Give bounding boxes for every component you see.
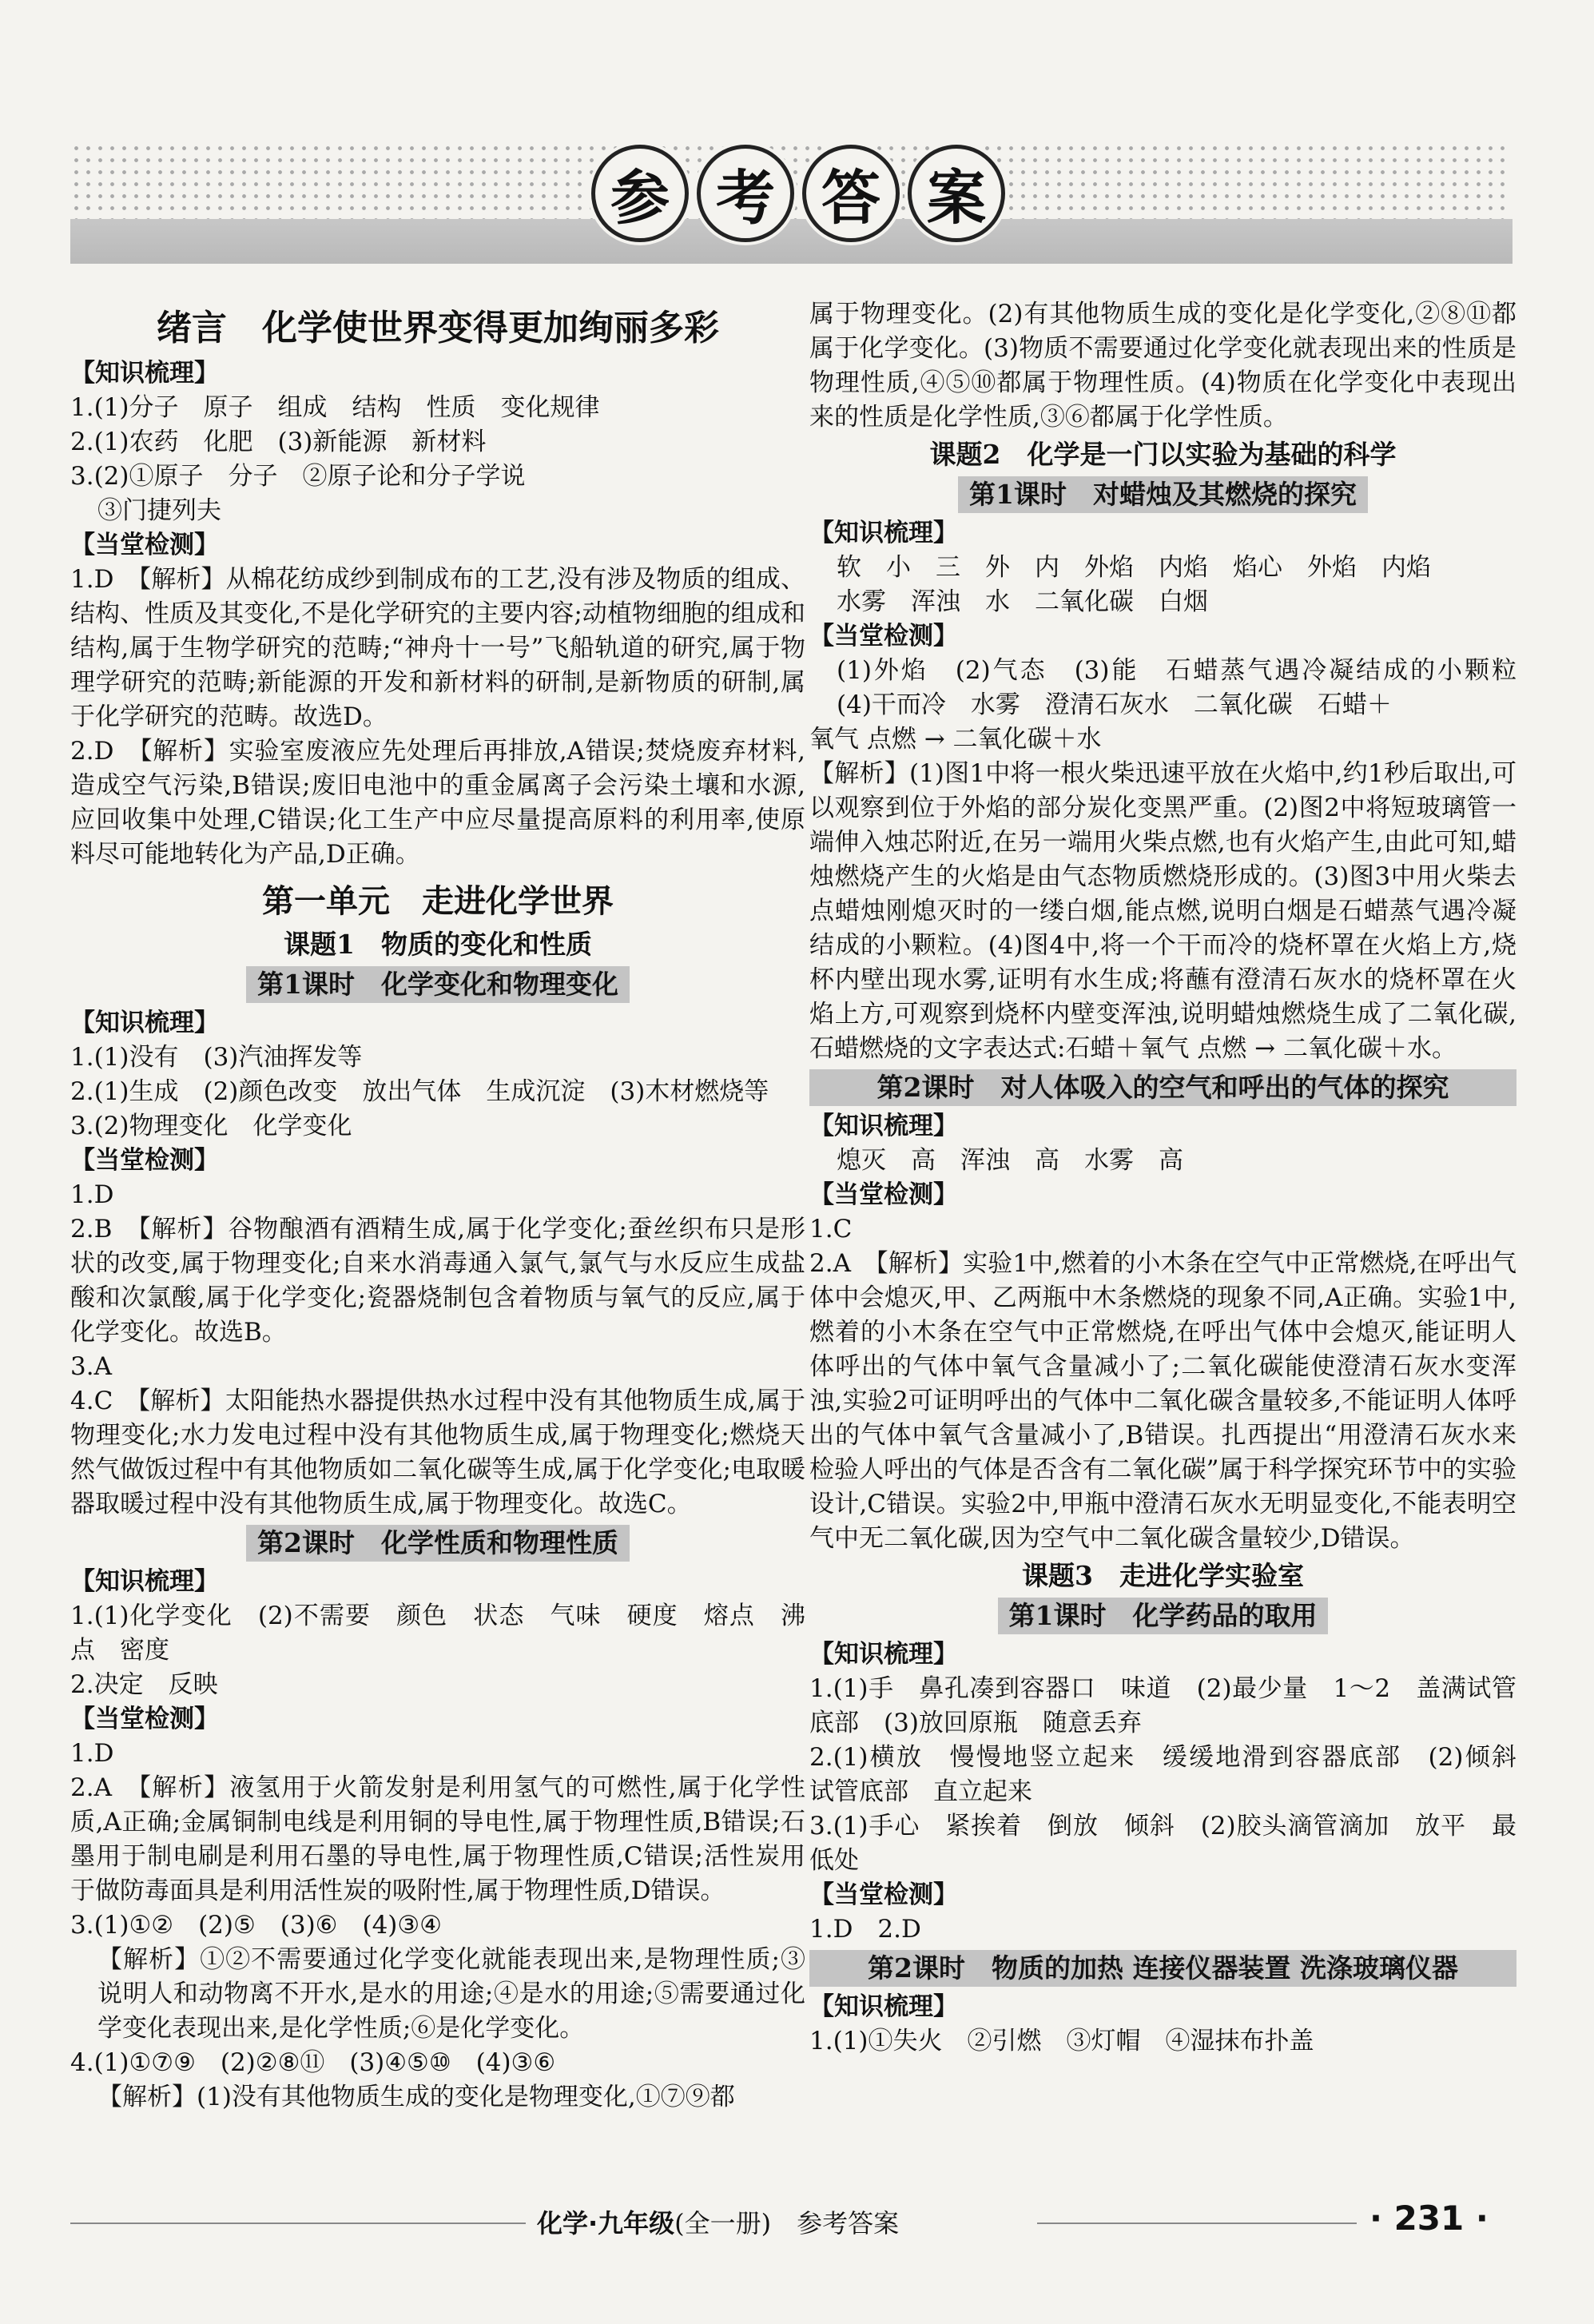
answer-item: 4.(1)①⑦⑨ (2)②⑧⑪ (3)④⑤⑩ (4)③⑥ xyxy=(70,2048,556,2077)
intro-title: 绪言 化学使世界变得更加绚丽多彩 xyxy=(157,308,719,348)
page-number: · 231 · xyxy=(1369,2199,1489,2238)
section-check: 【当堂检测】 xyxy=(70,531,219,559)
answer-item: 2.B 【解析】谷物酿酒有酒精生成,属于化学变化;蚕丝织布只是形状的改变,属于物理变化;自来水消毒通入氯气,氯气与水反应生成盐酸和次氯酸,属于化学变化;瓷器烧制包含着物质与氧气的反应,属于化学变化。故选B。 xyxy=(70,1215,805,1347)
answer-line: 1.(1)没有 (3)汽油挥发等 xyxy=(70,1043,363,1072)
section-check: 【当堂检测】 xyxy=(70,1705,219,1733)
section-check: 【当堂检测】 xyxy=(70,1146,219,1175)
answer-item: 3.(1)①② (2)⑤ (3)⑥ (4)③④ xyxy=(70,1911,442,1940)
footer-label xyxy=(537,2203,899,2240)
title-char: 答 xyxy=(802,145,900,242)
answer-item: 3.A xyxy=(70,1352,112,1381)
section-knowledge: 【知识梳理】 xyxy=(809,519,958,547)
answer-line: 3.(2)①原子 分子 ②原子论和分子学说 xyxy=(70,462,526,491)
answer-line: 1.(1)化学变化 (2)不需要 颜色 状态 气味 硬度 熔点 沸点 密度 xyxy=(70,1602,805,1665)
title-char: 考 xyxy=(697,145,794,242)
footer-volume: (全一册) xyxy=(674,2208,772,2238)
answer-item: 1.D xyxy=(70,1180,114,1209)
lesson-title: 第1课时 对蜡烛及其燃烧的探究 xyxy=(809,476,1516,513)
answer-item: 1.D xyxy=(70,1739,114,1768)
answer-line: 2.(1)生成 (2)颜色改变 放出气体 生成沉淀 (3)木材燃烧等 xyxy=(70,1077,769,1106)
page-title xyxy=(591,145,1005,242)
answer-line: 1.(1)分子 原子 组成 结构 性质 变化规律 xyxy=(70,393,600,422)
answer-item: 2.A 【解析】实验1中,燃着的小木条在空气中正常燃烧,在呼出气体中会熄灭,甲、乙两瓶中木条燃烧的现象不同,A正确。实验1中,燃着的小木条在空气中正常燃烧,在呼出气体中会熄灭,能证明人体呼出的气体中氧气含量减小了;二氧化碳能使澄清石灰水变浑浊,实验2可证明呼出的气体中二氧化碳含量较多,不能证明人体呼出的气体中氧气含量减小了,B错误。扎西提出“用澄清石灰水来检验人呼出的气体是否含有二氧化碳”属于科学探究环节中的实验设计,C错误。实验2中,甲瓶中澄清石灰水无明显变化,不能表明空气中无二氧化碳,因为空气中二氧化碳含量较少,D错误。 xyxy=(809,1249,1516,1553)
answer-line: 1.(1)手 鼻孔凑到容器口 味道 (2)最少量 1～2 盖满试管底部 (3)放回原瓶 随意丢弃 xyxy=(809,1674,1516,1737)
right-column xyxy=(809,297,1541,2059)
title-char: 参 xyxy=(591,145,689,242)
answer-line: 1.(1)①失火 ②引燃 ③灯帽 ④湿抹布扑盖 xyxy=(809,2027,1314,2055)
lesson-title: 第2课时 物质的加热 连接仪器装置 洗涤玻璃仪器 xyxy=(809,1950,1516,1987)
answer-line: 3.(1)手心 紧挨着 倒放 倾斜 (2)胶头滴管滴加 放平 最低处 xyxy=(809,1812,1516,1875)
section-knowledge: 【知识梳理】 xyxy=(70,1009,219,1037)
answer-line: 2.(1)农药 化肥 (3)新能源 新材料 xyxy=(70,428,487,456)
answer-analysis: 【解析】(1)图1中将一根火柴迅速平放在火焰中,约1秒后取出,可以观察到位于外焰的部分炭化变黑严重。(2)图2中将短玻璃管一端伸入烛芯附近,在另一端用火柴点燃,也有火焰产生,由此可知,蜡烛燃烧产生的火焰是由气态物质燃烧形成的。(3)图3中用火柴去点蜡烛刚熄灭时的一缕白烟,能点燃,说明白烟是石蜡蒸气遇冷凝结成的小颗粒。(4)图4中,将一个干而冷的烧杯罩在火焰上方,烧杯内壁出现水雾,证明有水生成;将蘸有澄清石灰水的烧杯罩在火焰上方,可观察到烧杯内壁变浑浊,说明蜡烛燃烧生成了二氧化碳,石蜡燃烧的文字表达式:石蜡＋氧气 点燃 → 二氧化碳＋水。 xyxy=(809,759,1516,1063)
lesson-title: 第1课时 化学变化和物理变化 xyxy=(70,966,805,1003)
answer-item: 1.D 【解析】从棉花纺成纱到制成布的工艺,没有涉及物质的组成、结构、性质及其变化,不是化学研究的主要内容;动植物细胞的组成和结构,属于生物学研究的范畴;“神舟十一号”飞船轨道的研究,属于物理学研究的范畴;新能源的开发和新材料的研制,是新物质的研制,属于化学研究的范畴。故选D。 xyxy=(70,565,805,731)
section-check: 【当堂检测】 xyxy=(809,1180,958,1209)
title-char: 案 xyxy=(908,145,1005,242)
answer-analysis: 【解析】①②不需要通过化学变化就能表现出来,是物理性质;③说明人和动物离不开水,是水的用途;④是水的用途;⑤需要通过化学变化表现出来,是化学性质;⑥是化学变化。 xyxy=(97,1945,805,2043)
page-footer xyxy=(0,2199,1594,2243)
answer-line: 软 小 三 外 内 外焰 内焰 焰心 外焰 内焰 xyxy=(837,553,1431,582)
section-knowledge: 【知识梳理】 xyxy=(70,1567,219,1596)
answer-item: 2.A 【解析】液氢用于火箭发射是利用氢气的可燃性,属于化学性质,A正确;金属铜制电线是利用铜的导电性,属于物理性质,B错误;石墨用于制电刷是利用石墨的导电性,属于物理性质,C错误;活性炭用于做防毒面具是利用活性炭的吸附性,属于物理性质,D错误。 xyxy=(70,1773,805,1905)
answer-item: 1.D 2.D xyxy=(809,1915,921,1944)
answer-line: 3.(2)物理变化 化学变化 xyxy=(70,1112,352,1140)
answer-line: 熄灭 高 浑浊 高 水雾 高 xyxy=(837,1146,1183,1175)
answer-analysis: 【解析】(1)没有其他物质生成的变化是物理变化,①⑦⑨都 xyxy=(97,2083,735,2111)
lesson-title: 第1课时 化学药品的取用 xyxy=(809,1598,1516,1634)
section-check: 【当堂检测】 xyxy=(809,622,958,651)
topic-title: 课题3 走进化学实验室 xyxy=(1022,1560,1304,1591)
answer-line: 2.决定 反映 xyxy=(70,1670,218,1699)
section-knowledge: 【知识梳理】 xyxy=(809,1992,958,2021)
footer-subject: 化学·九年级 xyxy=(537,2208,675,2238)
answer-line: 水雾 浑浊 水 二氧化碳 白烟 xyxy=(837,587,1208,616)
answer-line: ③门捷列夫 xyxy=(97,496,221,525)
section-check: 【当堂检测】 xyxy=(809,1880,958,1909)
lesson-title: 第2课时 对人体吸入的空气和呼出的气体的探究 xyxy=(809,1069,1516,1106)
lesson-title: 第2课时 化学性质和物理性质 xyxy=(70,1525,805,1562)
unit-title: 第一单元 走进化学世界 xyxy=(262,882,614,920)
answer-line: 2.(1)横放 慢慢地竖立起来 缓缓地滑到容器底部 (2)倾斜 试管底部 直立起来 xyxy=(809,1743,1541,1806)
answer-item: 氧气 点燃 → 二氧化碳＋水 xyxy=(809,725,1102,754)
answer-item: 4.C 【解析】太阳能热水器提供热水过程中没有其他物质生成,属于物理变化;水力发电过程中没有其他物质生成,属于物理变化;燃烧天然气做饭过程中有其他物质如二氧化碳等生成,属于化学变化;电取暖器取暖过程中没有其他物质生成,属于物理变化。故选C。 xyxy=(70,1387,805,1518)
section-knowledge: 【知识梳理】 xyxy=(809,1640,958,1669)
answer-item: (1)外焰 (2)气态 (3)能 石蜡蒸气遇冷凝结成的小颗粒 (4)干而冷 水雾 澄清石灰水 二氧化碳 石蜡＋ xyxy=(837,656,1541,719)
left-column xyxy=(70,297,805,2115)
section-knowledge: 【知识梳理】 xyxy=(809,1112,958,1140)
footer-answers: 参考答案 xyxy=(797,2208,900,2238)
topic-title: 课题2 化学是一门以实验为基础的科学 xyxy=(929,439,1397,470)
answer-item: 1.C xyxy=(809,1215,853,1244)
topic-title: 课题1 物质的变化和性质 xyxy=(284,929,592,960)
answer-analysis: 属于物理变化。(2)有其他物质生成的变化是化学变化,②⑧⑪都属于化学变化。(3)物质不需要通过化学变化就表现出来的性质是物理性质,④⑤⑩都属于物理性质。(4)物质在化学变化中表现出来的性质是化学性质,③⑥都属于化学性质。 xyxy=(809,300,1516,432)
answer-item: 2.D 【解析】实验室废液应先处理后再排放,A错误;焚烧废弃材料,造成空气污染,B错误;废旧电池中的重金属离子会污染土壤和水源,应回收集中处理,C错误;化工生产中应尽量提高原料的利用率,使原料尽可能地转化为产品,D正确。 xyxy=(70,737,805,869)
section-knowledge: 【知识梳理】 xyxy=(70,359,219,388)
